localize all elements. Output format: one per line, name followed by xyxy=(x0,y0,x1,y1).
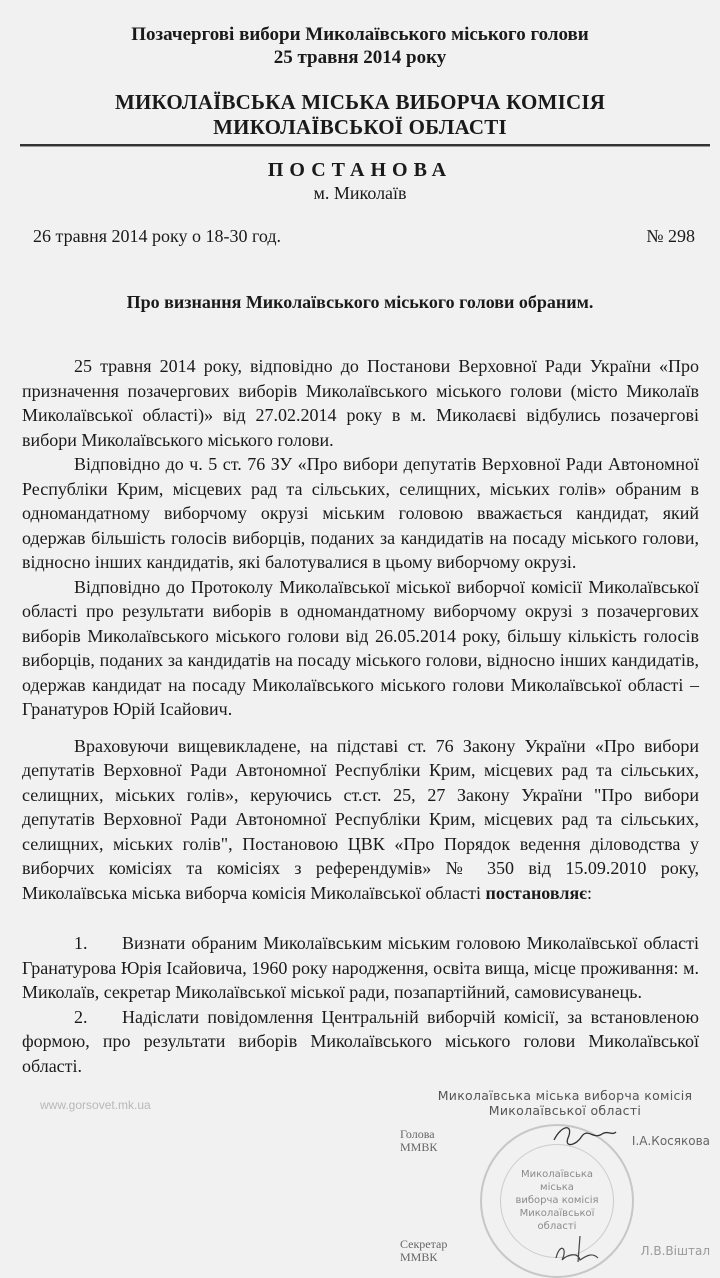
paragraph-3: Відповідно до Протоколу Миколаївської міської виборчої комісії Миколаївської області про результати виборів в одномандатному виборчому окрузі з позачергових виборів Миколаївського міського голови від 26.05.2014 року, більшу кількість голосів виборців, поданих за кандидатів на посаду міського голови, відносно інших кандидатів, одержав кандидат на посаду Миколаївського міського голови Миколаївської області – Гранатуров Юрій Ісайович. xyxy=(22,576,699,719)
signature-chair-icon xyxy=(550,1120,620,1156)
signature-block-secretary xyxy=(400,1238,710,1268)
signature-footer xyxy=(0,1088,720,1278)
item-text: Надіслати повідомлення Центральній виборчій комісії, за встановленою формою, про результати виборів Миколаївського міського голови Миколаївської області. xyxy=(22,1006,699,1076)
source-watermark: www.gorsovet.mk.ua xyxy=(40,1098,151,1112)
signature-secretary-icon xyxy=(550,1230,610,1266)
stamp-header-line2: Миколаївської області xyxy=(488,1103,642,1118)
document-subject: Про визнання Миколаївського міського голови обраним. xyxy=(126,292,594,312)
signatory-role: Секретар xyxy=(400,1237,448,1251)
stamp-text-block xyxy=(482,1168,632,1233)
item-number: 2. xyxy=(74,1006,88,1027)
header-divider xyxy=(20,144,710,146)
resolution-item-1 xyxy=(22,931,699,1005)
stamp-ring-text: області xyxy=(537,1221,577,1232)
resolution-item-2 xyxy=(22,1005,699,1079)
stamp-ring-text: виборча комісія xyxy=(515,1195,599,1206)
signature-block-chair xyxy=(400,1128,710,1158)
signatory-name: І.А.Косякова xyxy=(631,1134,710,1148)
resolves-keyword: постановляє xyxy=(485,882,587,903)
commission-name-line2: МИКОЛАЇВСЬКОЇ ОБЛАСТІ xyxy=(213,115,507,139)
signatory-role: Голова xyxy=(400,1127,435,1141)
document-body xyxy=(22,354,699,1078)
signatory-name: Л.В.Віштал xyxy=(640,1244,710,1258)
signatory-org: ММВК xyxy=(400,1250,438,1264)
election-title: Позачергові вибори Миколаївського міського голови xyxy=(131,24,589,45)
item-number: 1. xyxy=(74,933,88,953)
stamp-header xyxy=(420,1088,710,1118)
date-number-row xyxy=(33,224,695,248)
signatory-org: ММВК xyxy=(400,1140,438,1154)
resolution-intro-text: Враховуючи вищевикладене, на підставі ст. 76 Закону України «Про вибори депутатів Верховної Ради Автономної Республіки Крим, місцевих рад та сільських, селищних, міських голів», керуючись ст.ст. 25, 27 Закону України "Про вибори депутатів Верховної Ради Автономної Республіки Крим, місцевих рад та сільських, селищних, міських голів", Постановою ЦВК «Про Порядок ведення діловодства у виборчих комісіях та комісіях з референдумів» № 350 від 15.09.2010 року, Миколаївська міська виборча комісія Миколаївської області xyxy=(22,735,699,903)
paragraph-1: 25 травня 2014 року, відповідно до Постанови Верховної Ради України «Про призначення позачергових виборів Миколаївського міського голови (місто Миколаїв Миколаївської області)» від 27.02.2014 року в м. Миколаєві відбулись позачергові вибори Миколаївського міського голови. xyxy=(22,356,699,450)
stamp-ring-text: Миколаївської xyxy=(519,1208,595,1219)
stamp-ring-text: Миколаївська xyxy=(520,1169,594,1180)
resolves-colon: : xyxy=(586,882,592,903)
document-type: ПОСТАНОВА xyxy=(267,159,453,181)
commission-name-line1: МИКОЛАЇВСЬКА МІСЬКА ВИБОРЧА КОМІСІЯ xyxy=(114,90,606,114)
document-city: м. Миколаїв xyxy=(313,183,407,203)
paragraph-2: Відповідно до ч. 5 ст. 76 ЗУ «Про вибори депутатів Верховної Ради Автономної Республіки Крим, місцевих рад та сільських, селищних, міських голів» обраним в одномандатному виборчому окрузі міським головою вважається кандидат, який одержав більшість голосів виборців, поданих за кандидатів на посаду міського голови, відносно інших кандидатів, які балотувалися в цьому виборчому окрузі. xyxy=(22,454,699,572)
election-date: 25 травня 2014 року xyxy=(273,47,447,68)
document-number: № 298 xyxy=(646,226,695,246)
item-text: Визнати обраним Миколаївським міським головою Миколаївської області Гранатурова Юрія Ісайовича, 1960 року народження, освіта вища, місце проживання: м. Миколаїв, секретар Миколаївської міської ради, позапартійний, самовисуванець. xyxy=(22,933,699,1002)
resolution-intro xyxy=(22,734,699,906)
stamp-header-line1: Миколаївська міська виборча комісія xyxy=(437,1088,693,1103)
stamp-ring-text: міська xyxy=(540,1182,574,1193)
document-datetime: 26 травня 2014 року о 18-30 год. xyxy=(33,226,282,246)
